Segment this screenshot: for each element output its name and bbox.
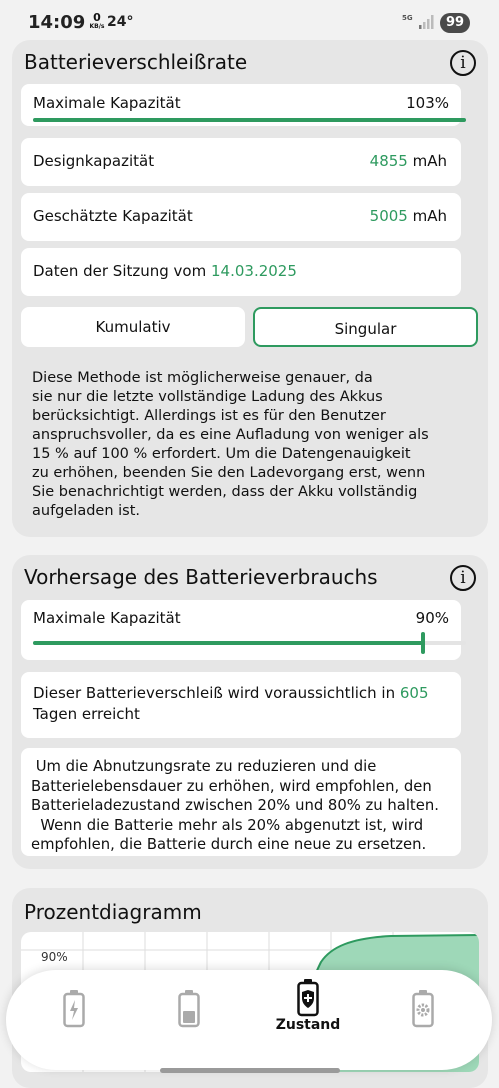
info-icon[interactable]: i xyxy=(450,565,476,591)
info-icon[interactable]: i xyxy=(450,50,476,76)
design-capacity-value xyxy=(370,152,447,170)
status-temperature: 24° xyxy=(107,14,134,30)
status-time: 14:09 xyxy=(28,12,86,33)
network-speed xyxy=(88,12,106,31)
estimated-capacity-value xyxy=(370,207,447,225)
wear-days-text xyxy=(33,683,453,725)
forecast-capacity-row xyxy=(21,600,461,660)
max-capacity-label: Maximale Kapazität xyxy=(33,94,181,112)
wear-days-value: 605 xyxy=(399,684,429,702)
session-label: Daten der Sitzung vom xyxy=(33,262,211,280)
y-tick-90: 90% xyxy=(41,950,68,964)
signal-icon xyxy=(419,15,435,29)
tab-cumulative[interactable]: Kumulativ xyxy=(21,307,245,347)
battery-charging-icon xyxy=(62,989,86,1029)
nav-zustand[interactable] xyxy=(268,970,348,1070)
battery-level-icon xyxy=(177,989,201,1029)
capacity-slider-thumb[interactable] xyxy=(421,632,425,654)
max-capacity-bar-fill xyxy=(33,118,466,122)
design-capacity-unit: mAh xyxy=(407,152,447,170)
advice-row xyxy=(21,748,461,856)
network-speed-value: 0 xyxy=(93,11,101,24)
max-capacity-value: 103% xyxy=(406,94,449,112)
battery-status-badge: 99 xyxy=(440,13,470,33)
percent-chart-title: Prozentdiagramm xyxy=(24,900,202,924)
design-capacity-row xyxy=(21,138,461,186)
bottom-nav xyxy=(6,970,492,1070)
nav-zustand-label: Zustand xyxy=(275,1017,341,1033)
wear-days-suffix: Tagen erreicht xyxy=(33,705,140,723)
capacity-slider-fill xyxy=(33,641,423,645)
network-type: 5G xyxy=(402,14,413,22)
design-capacity-label: Designkapazität xyxy=(33,152,155,170)
design-capacity-number: 4855 xyxy=(369,152,408,170)
battery-settings-icon xyxy=(411,989,435,1029)
capacity-slider[interactable] xyxy=(33,641,466,645)
network-speed-unit: KB/s xyxy=(89,23,105,30)
max-capacity-row xyxy=(21,84,461,126)
home-indicator[interactable] xyxy=(160,1068,340,1073)
battery-shield-icon xyxy=(296,978,320,1018)
wear-rate-title: Batterieverschleißrate xyxy=(24,50,248,74)
forecast-title: Vorhersage des Batterieverbrauchs xyxy=(24,565,378,589)
status-bar xyxy=(0,0,499,44)
estimated-capacity-number: 5005 xyxy=(369,207,408,225)
forecast-capacity-value: 90% xyxy=(415,609,449,627)
advice-text: Um die Abnutzungsrate zu reduzieren und die Batterielebensdauer zu erhöhen, wird empfohlen, den Batterieladezustand zwischen 20% und 80% zu halten. Wenn die Batterie mehr als 20% abgenutzt ist, wird empfohlen, die Batterie durch eine neue zu ersetzen. xyxy=(31,758,439,853)
session-text xyxy=(33,262,297,280)
wear-days-prefix: Dieser Batterieverschleiß wird voraussichtlich in xyxy=(33,684,400,702)
session-date: 14.03.2025 xyxy=(211,262,297,280)
nav-charging[interactable] xyxy=(34,970,114,1070)
session-row xyxy=(21,248,461,296)
estimated-capacity-row xyxy=(21,193,461,241)
estimated-capacity-unit: mAh xyxy=(407,207,447,225)
method-description: Diese Methode ist möglicherweise genauer, da sie nur die letzte vollständige Ladung des Akkus berücksichtigt. Allerdings ist es für den Benutzer anspruchsvoller, da es eine Aufladung von weniger als 15 % auf 100 % erfordert. Um die Datengenauigkeit zu erhöhen, beenden Sie den Ladevorgang erst, wenn Sie benachrichtigt werden, dass der Akku vollständig aufgeladen ist. xyxy=(32,370,429,519)
estimated-capacity-label: Geschätzte Kapazität xyxy=(33,207,193,225)
forecast-card xyxy=(12,555,488,869)
network-type-icon xyxy=(402,15,413,22)
wear-days-row xyxy=(21,672,461,738)
forecast-capacity-label: Maximale Kapazität xyxy=(33,609,181,627)
tab-singular[interactable]: Singular xyxy=(253,307,478,347)
nav-settings[interactable] xyxy=(383,970,463,1070)
max-capacity-bar xyxy=(33,118,466,122)
nav-level[interactable] xyxy=(149,970,229,1070)
wear-rate-card xyxy=(12,40,488,537)
